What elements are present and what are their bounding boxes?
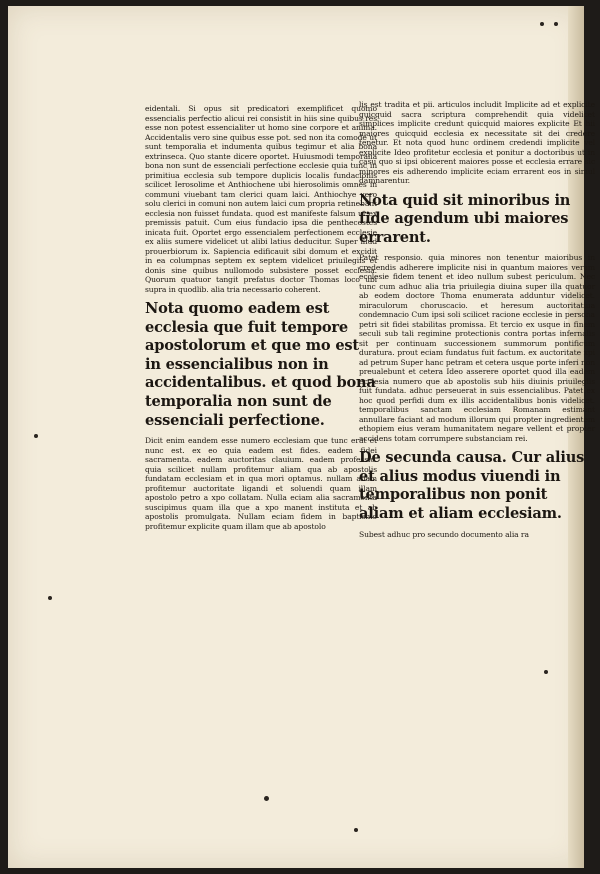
right-paragraph-1: lis est tradita et pii. articulos includit Implicite ad et explicite quicquid sacra scriptura comprehendit quia videlicet simplices implicite credunt quicquid maiores explicite Et hii maiores quicquid ecclesia ex necessitate sit dei credere tenetur. Et nota quod hunc ordinem credendi implicite vel explicite Ideo profitetur ecclesia et ponitur a doctoribus ut in casu quo si ipsi obicerent maiores posse et ecclesia errare sic minores eis adherendo implicite eciam errarent eos in simul damnarentur. [359, 100, 595, 185]
ink-spot-icon [540, 22, 544, 26]
left-paragraph-2: Dicit enim eandem esse numero ecclesiam que tunc erat et nunc est. ex eo quia eadem est fides. eadem fidei sacramenta. eadem auctoritas clauium. eadem professio. quia scilicet nullam profitemur aliam qua ab apostolis fundatam ecclesiam et in qua mori optamus. nullam aliam profitemur auctoritate ligandi et soluendi quam illam apostolo petro a xpo collatam. Nulla eciam alia sacramenta suscipimus quam illa que a xpo manent instituta et ab apostolis promulgata. Nullam eciam fidem in baptismo profitemur explicite quam illam que ab apostolo [145, 436, 377, 531]
left-heading: Nota quomo eadem est ecclesia que fuit tempore apostolorum et que mo est in essencialibus non in accidentalibus. et quod bona temporalia non sunt de essenciali perfectione. [145, 300, 376, 429]
left-paragraph-1: eidentali. Si opus sit predicatori exemplificet quomo essencialis perfectio alicui rei consistit in hiis sine quibus res esse non potest essencialiter ut homo sine corpore et anima. Accidentalis vero sine quibus esse pot. sed non ita comode ut sunt temporalia et indumenta quibus tegimur et alia bona extrinseca. Quo stante dicere oportet. Huiusmodi temporalia bona non sunt de essenciali perfectione ecclesie quia tunc in primitiua ecclesia sub tempore duplicis localis fundacionis scilicet Ierosolime et Anthiochene ubi hierosolimis omnes in communi viuebant tam clerici quam laici. Anthiochye vero solu clerici in comuni non autem laici cum propria retinebant ecclesia non fuisset fundata. quod est manifeste falsum ut ex premissis patuit. Cum eius fundacio ipsa die penthecostes inicata fuit. Oportet ergo essencialem perfectionem ecclesie ex aliis sumere videlicet ut alibi latius deducitur. Super illud prouerbiorum ix. Sapiencia edificauit sibi domum et excidit in ea columpnas septem ex septem videlicet priuilegiis et donis sine quibus nullomodo subsistere posset ecclesia. Quorum quatuor tangit prefatus doctor Thomas loco ubi supra in quodlib. alia tria necessario coherent. [145, 104, 377, 294]
ink-spot-icon [34, 434, 38, 438]
left-column [145, 104, 377, 537]
right-column [359, 100, 595, 545]
right-heading-2: De secunda causa. Cur alius et alius modus viuendi in temporalibus non ponit aliam et aliam ecclesiam. [359, 449, 585, 523]
ink-spot-icon [354, 828, 358, 832]
right-heading: Nota quid sit minoribus in fide agendum ubi maiores errarent. [359, 191, 571, 246]
ink-spot-icon [264, 796, 269, 801]
ink-spot-icon [544, 670, 548, 674]
right-paragraph-3: Subest adhuc pro secundo documento alia ra [359, 529, 529, 539]
ink-spot-icon [554, 22, 558, 26]
right-paragraph-2: Patet responsio. quia minores non tenentur maioribus in credendis adherere implicite nisi in quantum maiores veram ecclesie fidem tenent et ideo nullum subest periculum. Nec tunc cum adhuc alia tria priuilegia diuina super illa quatuor ab eodem doctore Thoma enumerata adduntur videlicet. miraculorum choruscacio. et heresum auctoritatiua condemnacio Cum ipsi soli scilicet racione ecclesie in persona petri sit fidei stabilitas promissa. Et tercio ex usque in finem seculi sub tali regimine protectionis contra portas infernalis sit per continuam successionem summorum pontificum duratura. prout eciam fundatus fuit factum. ex auctoritate xpi ad petrum Super hanc petram et cetera usque porte inferi non preualebunt et cetera Ideo asserere oportet quod illa eadem ecclesia numero que ab apostolis sub hiis diuinis priuilegiis fuit fundata. adhuc perseuerat in suis essencialibus. Patet ex hoc quod perfidi dum ex illis accidentalibus bonis videlicet. temporalibus sanctam ecclesiam Romanam estimant annullare faciant ad modum illorum qui propter ingredientem ethopiem eius veram humanitatem negare vellent et propter accidens totam corrumpere substanciam rei. [359, 253, 595, 443]
ink-spot-icon [48, 596, 52, 600]
book-page [8, 6, 595, 868]
